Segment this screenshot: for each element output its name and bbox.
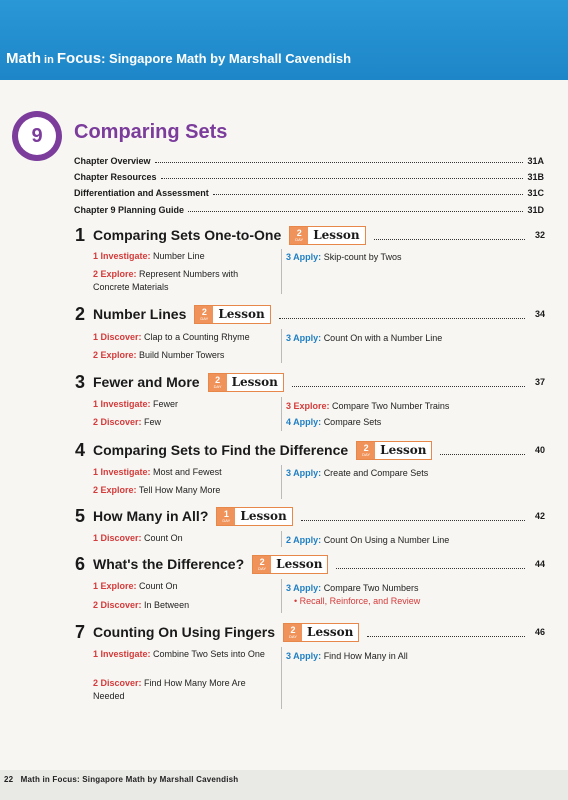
activity: [286, 534, 536, 547]
toc-page: 31D: [527, 205, 544, 215]
activity-key: 3 Explore:: [286, 401, 330, 411]
dot-leader: [279, 318, 525, 319]
activity-text: Compare Two Numbers: [323, 583, 419, 593]
review-note: • Recall, Reinforce, and Review: [294, 596, 421, 606]
activity-key: 1 Discover:: [93, 533, 142, 543]
page-footer: [4, 775, 238, 784]
lesson-page: 42: [534, 511, 545, 521]
day-word: DAY: [200, 315, 209, 321]
activity: [286, 467, 536, 480]
lesson-heading: [75, 224, 545, 246]
dot-leader: [292, 386, 525, 387]
brand-in: in: [41, 54, 57, 66]
toc-label: Chapter Overview: [74, 156, 151, 166]
activity: [286, 251, 536, 264]
page-number: 22: [4, 775, 14, 784]
dot-leader: [188, 211, 523, 212]
toc-label: Chapter Resources: [74, 172, 157, 182]
day-count: [195, 306, 213, 323]
lesson-heading: [75, 621, 545, 643]
dot-leader: [213, 194, 524, 195]
activity-key: 3 Apply:: [286, 252, 322, 262]
column-divider: [281, 579, 282, 613]
toc-row: [74, 201, 544, 215]
activity-text: Build Number Towers: [139, 350, 225, 360]
activity-key: 2 Apply:: [286, 535, 322, 545]
activity-text: Count On Using a Number Line: [323, 535, 450, 545]
lesson-word: Lesson: [240, 509, 287, 523]
activity: [93, 532, 278, 545]
lesson-badge: [208, 373, 284, 392]
brand-subtitle: : Singapore Math by Marshall Cavendish: [101, 51, 352, 66]
activity-text: Skip-count by Twos: [323, 252, 402, 262]
lesson-heading: [75, 505, 545, 527]
lesson-badge: [283, 623, 359, 642]
activity: [286, 650, 536, 663]
brand-math: Math: [6, 50, 41, 67]
chapter-number: 9: [18, 117, 56, 155]
lesson-number: 5: [75, 505, 86, 526]
column-divider: [281, 647, 282, 709]
column-divider: [281, 531, 282, 547]
day-count: [357, 442, 375, 459]
day-word: DAY: [362, 451, 371, 457]
activity: [93, 580, 278, 593]
lesson-number: 3: [75, 371, 86, 392]
lesson-page: 34: [534, 309, 545, 319]
activity: [93, 484, 278, 497]
day-number: 1: [223, 508, 229, 519]
day-word: DAY: [289, 633, 297, 639]
lesson-heading: [75, 553, 545, 575]
activity-text: Represent Numbers with Concrete Materials: [93, 269, 239, 292]
activity-text: Most and Fewest: [153, 467, 222, 477]
activity-key: 2 Discover:: [93, 678, 142, 688]
activity-key: 2 Explore:: [93, 485, 137, 495]
lesson-word: Lesson: [307, 625, 354, 639]
column-divider: [281, 329, 282, 363]
toc-page: 31C: [527, 188, 544, 198]
day-count: [290, 227, 308, 244]
lesson-word: Lesson: [276, 557, 323, 571]
toc-row: [74, 152, 544, 166]
lesson-word: Lesson: [218, 307, 265, 321]
day-word: DAY: [213, 383, 222, 389]
lesson-title: How Many in All?: [93, 508, 209, 524]
activity-key: 3 Apply:: [286, 583, 322, 593]
dot-leader: [336, 568, 525, 569]
lesson-title: Fewer and More: [93, 374, 200, 390]
activity-text: Count On: [139, 581, 178, 591]
activity-key: 3 Apply:: [286, 651, 322, 661]
lesson-page: 44: [534, 559, 545, 569]
toc-label: Chapter 9 Planning Guide: [74, 205, 185, 215]
activity-text: Number Line: [153, 251, 205, 261]
activity-key: 4 Apply:: [286, 417, 322, 427]
lesson-title: Number Lines: [93, 306, 187, 322]
toc-page: 31B: [527, 172, 544, 182]
activity-text: Find How Many in All: [323, 651, 408, 661]
activity: [93, 416, 278, 429]
day-word: DAY: [295, 236, 304, 242]
lesson-page: 40: [534, 445, 545, 455]
lesson-title: What's the Difference?: [93, 556, 245, 572]
activity-text: In Between: [144, 600, 190, 610]
column-divider: [281, 465, 282, 499]
activity: [93, 466, 278, 479]
activity: [286, 582, 536, 608]
footer-text: Math in Focus: Singapore Math by Marshall Cavendish: [20, 775, 239, 784]
activity-text: Compare Sets: [323, 417, 382, 427]
brand-focus: Focus: [56, 50, 102, 67]
activity-text: Combine Two Sets into One: [153, 649, 265, 659]
activity: [93, 349, 278, 362]
activity-key: 1 Investigate:: [93, 251, 151, 261]
activity-text: Create and Compare Sets: [323, 468, 429, 478]
lesson-number: 6: [75, 553, 86, 574]
toc-row: [74, 184, 544, 198]
day-count: [284, 624, 302, 641]
day-word: DAY: [222, 517, 231, 523]
activity-text: Find How Many More Are Needed: [93, 678, 246, 701]
activity-key: 2 Discover:: [93, 417, 142, 427]
day-number: 2: [259, 556, 265, 567]
activity-text: Fewer: [153, 399, 179, 409]
activity-key: 3 Apply:: [286, 468, 322, 478]
activity-key: 1 Discover:: [93, 332, 142, 342]
lesson-word: Lesson: [313, 228, 360, 242]
lesson-number: 4: [75, 439, 86, 460]
activity-key: 1 Explore:: [93, 581, 137, 591]
day-word: DAY: [258, 565, 267, 571]
activity-text: Compare Two Number Trains: [332, 401, 450, 411]
lesson-heading: [75, 371, 545, 393]
activity: [93, 648, 273, 661]
toc-row: [74, 168, 544, 182]
activity-text: Clap to a Counting Rhyme: [144, 332, 250, 342]
activity-text: Count On: [144, 533, 183, 543]
lesson-word: Lesson: [380, 443, 427, 457]
activity: [93, 599, 278, 612]
activity-key: 1 Investigate:: [93, 467, 151, 477]
activity-key: 2 Explore:: [93, 269, 137, 279]
header-banner: [0, 0, 568, 80]
activity: [286, 332, 536, 345]
activity-key: 1 Investigate:: [93, 649, 151, 659]
activity: [93, 677, 273, 703]
lesson-badge: [252, 555, 328, 574]
day-number: 2: [201, 306, 207, 317]
lesson-heading: [75, 303, 545, 325]
lesson-badge: [356, 441, 432, 460]
activity: [93, 268, 268, 294]
day-count: [253, 556, 271, 573]
activity-key: 3 Apply:: [286, 333, 322, 343]
lesson-page: 37: [534, 377, 545, 387]
activity: [93, 250, 273, 263]
lesson-page: 46: [534, 627, 545, 637]
day-number: 2: [363, 442, 369, 453]
series-title: [6, 50, 351, 67]
column-divider: [281, 249, 282, 294]
day-number: 2: [215, 374, 221, 385]
dot-leader: [440, 454, 525, 455]
day-count: [209, 374, 227, 391]
day-number: 2: [296, 227, 302, 238]
lesson-title: Counting On Using Fingers: [93, 624, 275, 640]
dot-leader: [301, 520, 525, 521]
lesson-word: Lesson: [231, 375, 278, 389]
dot-leader: [161, 178, 524, 179]
activity: [286, 400, 536, 413]
activity: [93, 331, 278, 344]
dot-leader: [374, 239, 525, 240]
lesson-page: 32: [534, 230, 545, 240]
lesson-badge: [194, 305, 270, 324]
activity: [93, 398, 278, 411]
activity-key: 1 Investigate:: [93, 399, 151, 409]
toc-label: Differentiation and Assessment: [74, 188, 209, 198]
dot-leader: [155, 162, 524, 163]
activity-text: Tell How Many More: [138, 485, 221, 495]
day-count: [217, 508, 235, 525]
activity-text: Few: [144, 417, 162, 427]
activity: [286, 416, 536, 429]
lesson-number: 2: [75, 303, 86, 324]
lesson-heading: [75, 439, 545, 461]
activity-text: Count On with a Number Line: [323, 333, 443, 343]
lesson-number: 7: [75, 621, 86, 642]
activity-key: 2 Discover:: [93, 600, 142, 610]
chapter-number-badge: [12, 111, 62, 161]
day-number: 2: [290, 624, 296, 635]
dot-leader: [367, 636, 525, 637]
lesson-title: Comparing Sets One-to-One: [93, 227, 282, 243]
lesson-badge: [216, 507, 292, 526]
activity-key: 2 Explore:: [93, 350, 137, 360]
lesson-number: 1: [75, 224, 86, 245]
chapter-title: Comparing Sets: [74, 121, 228, 143]
column-divider: [281, 397, 282, 431]
toc-page: 31A: [527, 156, 544, 166]
lesson-badge: [289, 226, 365, 245]
lesson-title: Comparing Sets to Find the Difference: [93, 442, 349, 458]
